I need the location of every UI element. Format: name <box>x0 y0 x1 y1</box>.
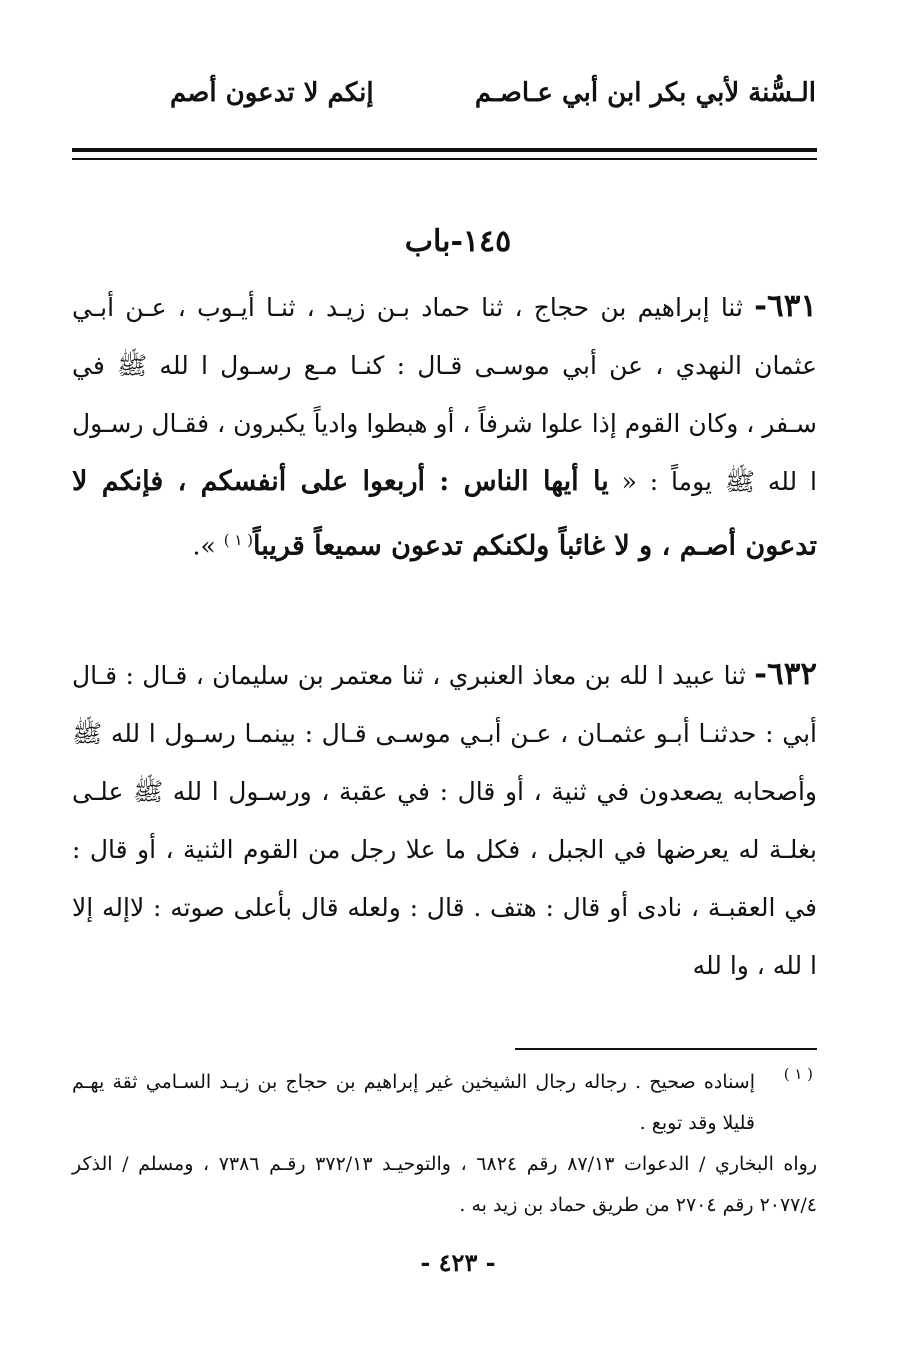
header-rule-thick <box>72 148 817 152</box>
hadith-text: ثنا عبيد ا لله بن معاذ العنبري ، ثنا معتمر بن سليمان ، قـال : قـال أبي : حدثنـا أبـو عثمـان ، عـن أبـي موسـى قـال : بينمـا رسـول ا لله ﷺ وأصحابه يصعدون في ثنية ، أو قال : في عقبة ، ورسـول ا لله ﷺ علـى بغلـة له يعرضها في الجبل ، فكل ما علا رجل من القوم الثنية ، أو قال : في العقبـة ، نادى أو قال : هتف . قال : ولعله قال بأعلى صوته : لاإله إلا ا لله ، وا لله <box>72 661 817 980</box>
hadith-quote: يا أيها الناس : أربعوا على أنفسكم ، فإنكم لا تدعون أصـم ، و لا غائباً ولكنكم تدعون سميعاً قريباً <box>72 466 817 562</box>
footnote-reference[interactable]: ( ١ ) <box>223 531 254 549</box>
hadith-number: ٦٣١- <box>754 288 817 324</box>
footnote-separator <box>515 1048 817 1050</box>
hadith-text-end: ». <box>192 531 224 561</box>
footnote-text: إسناده صحيح . رجاله رجال الشيخين غير إبراهيم بن حجاج بن زيـد السـامي ثقة يهـم قليلا وقد توبع . <box>72 1071 755 1134</box>
footnote-number: ( ١ ) <box>783 1065 813 1083</box>
hadith-text: ثنا إبراهيم بن حجاج ، ثنا حماد بـن زيـد ، ثنـا أيـوب ، عـن أبـي عثمان النهدي ، عن أبي موسـى قـال : كنـا مـع رسـول ا لله ﷺ في سـفر ، وكان القوم إذا علوا شرفاً ، أو هبطوا وادياً يكبرون ، فقـال رسـول ا لله ﷺ يوماً : « <box>72 293 817 496</box>
running-header <box>70 78 816 118</box>
footnotes <box>72 1062 817 1226</box>
page-number: - ٤٢٣ - <box>420 1248 496 1277</box>
book-title: الـسُّنة لأبي بكر ابن أبي عـاصـم <box>474 78 816 108</box>
chapter-heading: ١٤٥-باب <box>404 224 512 259</box>
header-rule-thin <box>72 158 817 160</box>
hadith-number: ٦٣٢- <box>754 656 817 692</box>
hadith-631 <box>72 277 817 575</box>
footnote-sources: رواه البخاري / الدعوات ٨٧/١٣ رقم ٦٨٢٤ ، والتوحيـد ٣٧٢/١٣ رقـم ٧٣٨٦ ، ومسلم / الذكر ٢٠٧٧/٤ رقم ٢٧٠٤ من طريق حماد بن زيد به . <box>72 1153 818 1216</box>
hadith-632 <box>72 645 817 995</box>
footnote-1 <box>72 1062 817 1144</box>
chapter-title: إنكم لا تدعون أصم <box>170 78 374 108</box>
